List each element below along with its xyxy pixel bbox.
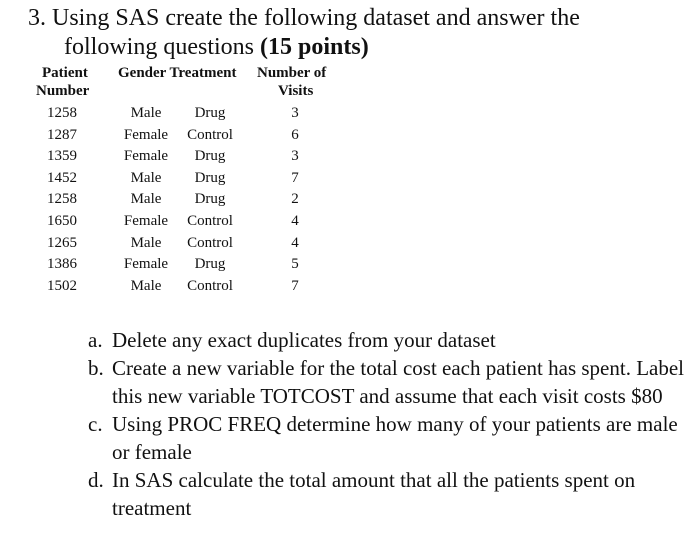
header-number: Number xyxy=(36,83,90,99)
header-patient: Patient xyxy=(42,65,88,81)
cell-treatment: Drug xyxy=(194,169,226,186)
task-item xyxy=(88,466,688,522)
cell-gender: Female xyxy=(123,256,169,273)
question-text-line1: Using SAS create the following dataset and answer the xyxy=(52,5,580,31)
header-number-of: Number of xyxy=(257,65,327,81)
cell-visits: 5 xyxy=(291,256,299,273)
cell-patient: 1359 xyxy=(47,148,77,165)
question-number: 3. xyxy=(28,5,46,31)
task-item xyxy=(88,326,688,354)
cell-visits: 4 xyxy=(291,234,299,251)
task-item xyxy=(88,410,688,466)
header-visits: Visits xyxy=(278,83,314,99)
task-label: a. xyxy=(88,328,103,352)
cell-treatment: Control xyxy=(187,126,233,143)
cell-patient: 1502 xyxy=(47,277,77,294)
cell-patient: 1258 xyxy=(47,105,77,121)
task-label: d. xyxy=(88,468,104,492)
cell-gender: Female xyxy=(123,148,169,165)
cell-patient: 1265 xyxy=(47,234,77,251)
cell-treatment: Drug xyxy=(194,191,226,208)
task-text: Delete any exact duplicates from your dataset xyxy=(112,328,496,352)
task-list xyxy=(88,326,688,522)
task-text: Create a new variable for the total cost each patient has spent. Label this new variable TOTCOST and assume that each visit costs $80 xyxy=(112,356,685,408)
cell-patient: 1386 xyxy=(47,256,77,273)
task-text: Using PROC FREQ determine how many of your patients are male or female xyxy=(112,412,678,464)
cell-visits: 7 xyxy=(291,169,299,186)
cell-treatment: Drug xyxy=(194,105,226,121)
question-line2 xyxy=(28,33,678,62)
cell-patient: 1650 xyxy=(47,213,77,229)
header-gender-treatment: Gender Treatment xyxy=(118,65,237,81)
cell-gender: Female xyxy=(123,126,169,143)
task-label: b. xyxy=(88,356,104,380)
cell-visits: 7 xyxy=(291,277,299,294)
task-text: In SAS calculate the total amount that all the patients spent on treatment xyxy=(112,468,636,520)
cell-visits: 3 xyxy=(291,105,299,121)
cell-gender: Male xyxy=(130,105,162,121)
cell-gender: Male xyxy=(130,191,162,208)
cell-visits: 4 xyxy=(291,213,299,229)
cell-visits: 6 xyxy=(291,126,299,143)
cell-gender: Male xyxy=(130,277,162,294)
cell-gender: Male xyxy=(130,234,162,251)
cell-visits: 3 xyxy=(291,148,299,165)
question-text-line2: following questions xyxy=(64,34,254,60)
question-title xyxy=(28,4,678,62)
question-points: (15 points) xyxy=(260,34,369,60)
cell-patient: 1452 xyxy=(47,169,77,186)
cell-patient: 1287 xyxy=(47,126,77,143)
cell-gender: Female xyxy=(123,213,169,229)
cell-patient: 1258 xyxy=(47,191,77,208)
cell-visits: 2 xyxy=(291,191,299,208)
cell-treatment: Control xyxy=(187,277,233,294)
cell-treatment: Drug xyxy=(194,256,226,273)
cell-treatment: Control xyxy=(187,234,233,251)
cell-treatment: Drug xyxy=(194,148,226,165)
cell-treatment: Control xyxy=(187,213,233,229)
task-label: c. xyxy=(88,412,103,436)
cell-gender: Male xyxy=(130,169,162,186)
task-item xyxy=(88,354,688,410)
